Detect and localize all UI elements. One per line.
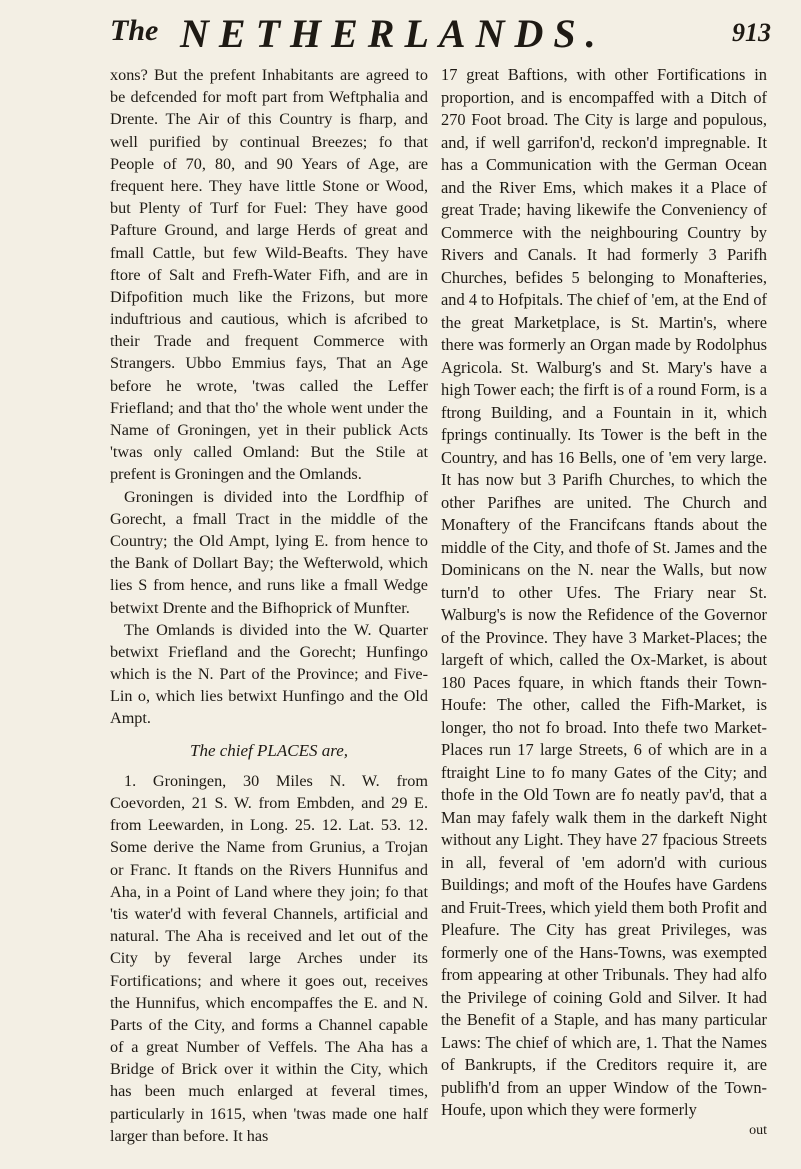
paragraph: Groningen is divided into the Lordfhip of Gorecht, a fmall Tract in the middle of the Country; the Old Ampt, lying E. from hence to the Bank of Dollart Bay; the Wefterwold, which lies S from hence, and runs like a fmall Wedge betwixt Drente and the Bifhoprick of Munfter.: [110, 487, 428, 617]
running-head-title: NETHERLANDS.: [180, 11, 606, 56]
running-head-article: The: [110, 14, 159, 47]
section-heading: The chief PLACES are,: [189, 740, 348, 760]
paragraph: 1. Groningen, 30 Miles N. W. from Coevorden, 21 S. W. from Embden, and 29 E. from Leewarden, in Long. 25. 12. Lat. 53. 12. Some derive the Name from Grunius, a Trojan or Franc. It ftands on the Rivers Hunnifus and Aha, in a Point of Land where they join; fo that 'tis water'd with feveral Channels, artificial and natural. The Aha is received and let out of the City by feveral large Arches under its Fortifications; and where it goes out, receives the Hunnifus, which encompaffes the E. and N. Parts of the City, and forms a Channel capable of a great Number of Veffels. The Aha has a Bridge of Brick over it within the City, which has been much enlarged at feveral times, particularly in 1615, when 'twas made one half larger than before. It has: [110, 771, 428, 1145]
page-header: [110, 10, 771, 56]
right-column: [441, 64, 767, 1142]
paragraph: The Omlands is divided into the W. Quarter betwixt Friefland and the Gorecht; Hunfingo which is the N. Part of the Province; and Five-Lin o, which lies betwixt Hunfingo and the Old Ampt.: [110, 620, 428, 728]
paragraph: 17 great Baftions, with other Fortifications in proportion, and is encompaffed with a Ditch of 270 Foot broad. The City is large and populous, and, if well garrifon'd, reckon'd impregnable. It has a Communication with the German Ocean and the River Ems, which makes it a Place of great Trade; having likewife the Conveniency of Commerce with the neighbouring Country by Rivers and Canals. It had formerly 3 Parifh Churches, befides 5 belonging to Monafteries, and 4 to Hofpitals. The chief of 'em, at the End of the great Marketplace, is St. Martin's, where there was formerly an Organ made by Rodolphus Agricola. St. Walburg's and St. Mary's have a high Tower each; the firft is of a round Form, is a ftrong Building, and a Fountain in it, which fprings continually. Its Tower is the beft in the Country, and has 16 Bells, one of 'em very large. It has now but 3 Parifh Churches, to which the other Parifhes are united. The Church and Monaftery of the Francifcans ftands about the middle of the City, and thofe of St. James and the Dominicans on the N. near the Walls, but now turn'd to other Ufes. The Friary near St. Walburg's is now the Refidence of the Governor of the Province. They have 3 Market-Places; the largeft of which, called the Ox-Market, is about 180 Paces fquare, in which ftands their Town-Houfe: The other, called the Fifh-Market, is longer, tho not fo broad. Into thefe two Market-Places run 17 large Streets, 6 of which are in a ftraight Line to fo many Gates of the City; and thofe in the Old Town are fo neatly pav'd, that a Man may fafely walk them in the darkeft Night without any Light. They have 27 fpacious Streets in all, feveral of 'em adorn'd with curious Buildings; and moft of the Houfes have Gardens and Fruit-Trees, which yield them both Profit and Pleafure. The City has great Privileges, was formerly one of the Hans-Towns, was exempted from appearing at other Tribunals. They had alfo the Privilege of coining Gold and Silver. It had the Benefit of a Staple, and has many particular Laws: The chief of which are, 1. That the Names of Bankrupts, if the Creditors require it, are publifh'd from an upper Window of the Town-Houfe, upon which they were formerly: [441, 65, 767, 1119]
page-number: 913: [732, 18, 771, 47]
catchword: out: [749, 1122, 767, 1138]
paragraph: xons? But the prefent Inhabitants are agreed to be defcended for moft part from Weftphalia and Drente. The Air of this Country is fharp, and well purified by continual Breezes; fo that People of 70, 80, and 90 Years of Age, are frequent here. They have little Stone or Wood, but Plenty of Turf for Fuel: They have good Pafture Ground, and large Herds of great and fmall Cattle, but few Wild-Beafts. They have ftore of Salt and Frefh-Water Fifh, and are in Difpofition much like the Frizons, but more induftrious and cautious, which is afcribed to their Trade and frequent Commerce with Strangers. Ubbo Emmius fays, That an Age before he wrote, 'twas called the Leffer Friefland; and that tho' the whole went under the Name of Groningen, yet in their publick Acts 'twas only called Omland: But the Stile at prefent is Groningen and the Omlands.: [110, 66, 428, 484]
left-column: [110, 64, 428, 1147]
